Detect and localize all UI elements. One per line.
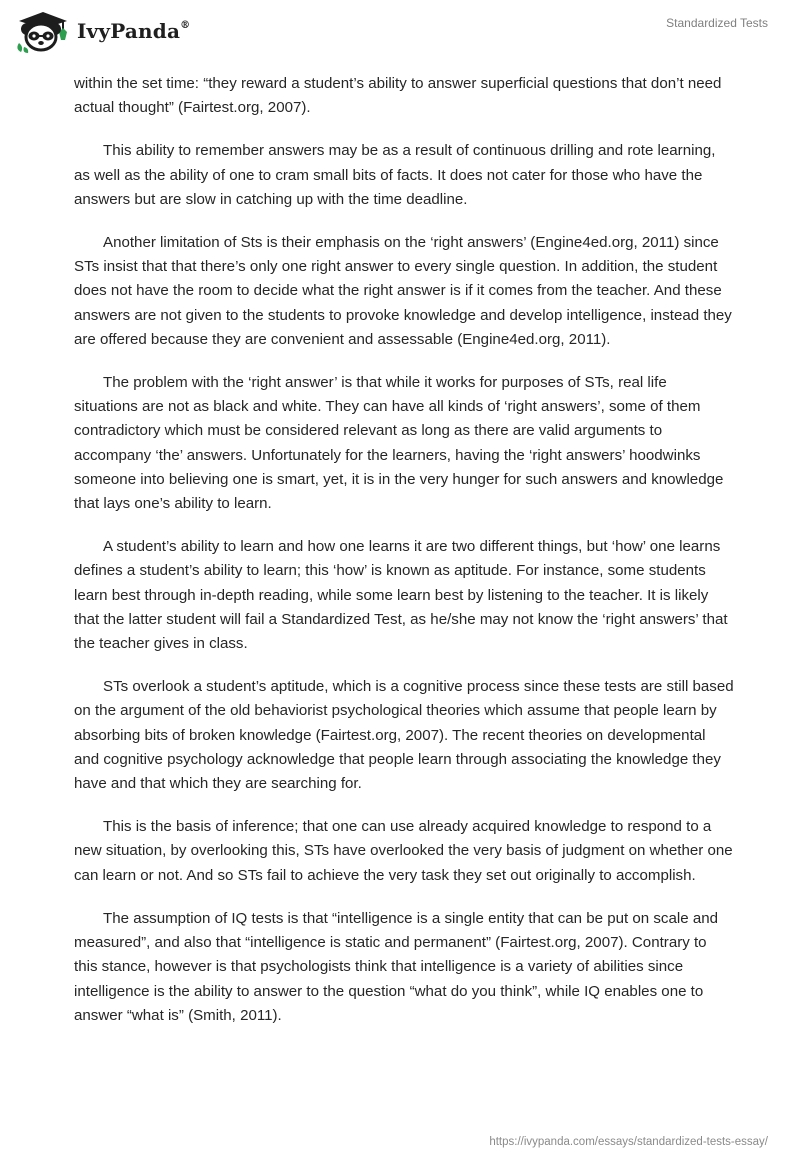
registered-mark: ®	[180, 20, 191, 32]
ivypanda-logo[interactable]	[13, 9, 203, 53]
brand-name	[77, 19, 190, 43]
paragraph: This is the basis of inference; that one can use already acquired knowledge to respond to a new situation, by overlooking this, STs have overlooked the very basis of judgment on whether one can learn or not. And so STs fail to achieve the very task they set out originally to accomplish.	[74, 818, 733, 884]
paragraph: within the set time: “they reward a student’s ability to answer superficial questions that don’t need actual thought” (Fairtest.org, 2007).	[74, 75, 722, 117]
page-header	[0, 0, 800, 70]
paragraph: A student’s ability to learn and how one learns it are two different things, but ‘how’ one learns defines a student’s ability to learn; this ‘how’ is known as aptitude. For instance, some students learn best through in-depth reading, while some learn best by listening to the teacher. It is likely that the latter student will fail a Standardized Test, as he/she may not know the ‘right answers’ that the teacher gives in class.	[74, 538, 728, 653]
footer-url-link[interactable]: https://ivypanda.com/essays/standardized-tests-essay/	[489, 1136, 768, 1148]
paragraph: The problem with the ‘right answer’ is that while it works for purposes of STs, real life situations are not as black and white. They can have all kinds of ‘right answers’, some of them contradictory which must be considered relevant as long as there are valid arguments to accompany ‘the’ answers. Unfortunately for the learners, having the ‘right answers’ hoodwinks someone into believing one is smart, yet, it is in the very hunger for such answers and knowledge that lays one’s ability to learn.	[74, 374, 724, 513]
document-title: Standardized Tests	[666, 16, 768, 30]
paragraph: Another limitation of Sts is their emphasis on the ‘right answers’ (Engine4ed.org, 2011) since STs insist that that there’s only one right answer to every single question. In addition, the student does not have the room to decide what the right answer is if it comes from the teacher. And these answers are not given to the students to provoke knowledge and develop intelligence, instead they are offered because they are convenient and assessable (Engine4ed.org, 2011).	[74, 234, 732, 348]
paragraph: The assumption of IQ tests is that “intelligence is a single entity that can be put on scale and measured”, and also that “intelligence is static and permanent” (Fairtest.org, 2007). Contrary to this stance, however is that psychologists think that intelligence is a variety of abilities since intelligence is the ability to answer to the question “what do you think”, while IQ enables one to answer “what is” (Smith, 2011).	[74, 909, 718, 1024]
panda-graduate-icon	[13, 9, 71, 53]
brand-name-text: IvyPanda	[77, 19, 181, 43]
essay-body	[74, 72, 734, 1047]
paragraph: STs overlook a student’s aptitude, which is a cognitive process since these tests are still based on the argument of the old behaviorist psychological theories which assume that people learn by absorbing bits of broken knowledge (Fairtest.org, 2007). The recent theories on developmental and cognitive psychology acknowledge that people learn through associating the knowledge they have and that which they are searching for.	[74, 678, 734, 793]
paragraph: This ability to remember answers may be as a result of continuous drilling and rote learning, as well as the ability of one to cram small bits of facts. It does not cater for those who have the answers but are slow in catching up with the time deadline.	[74, 142, 716, 208]
